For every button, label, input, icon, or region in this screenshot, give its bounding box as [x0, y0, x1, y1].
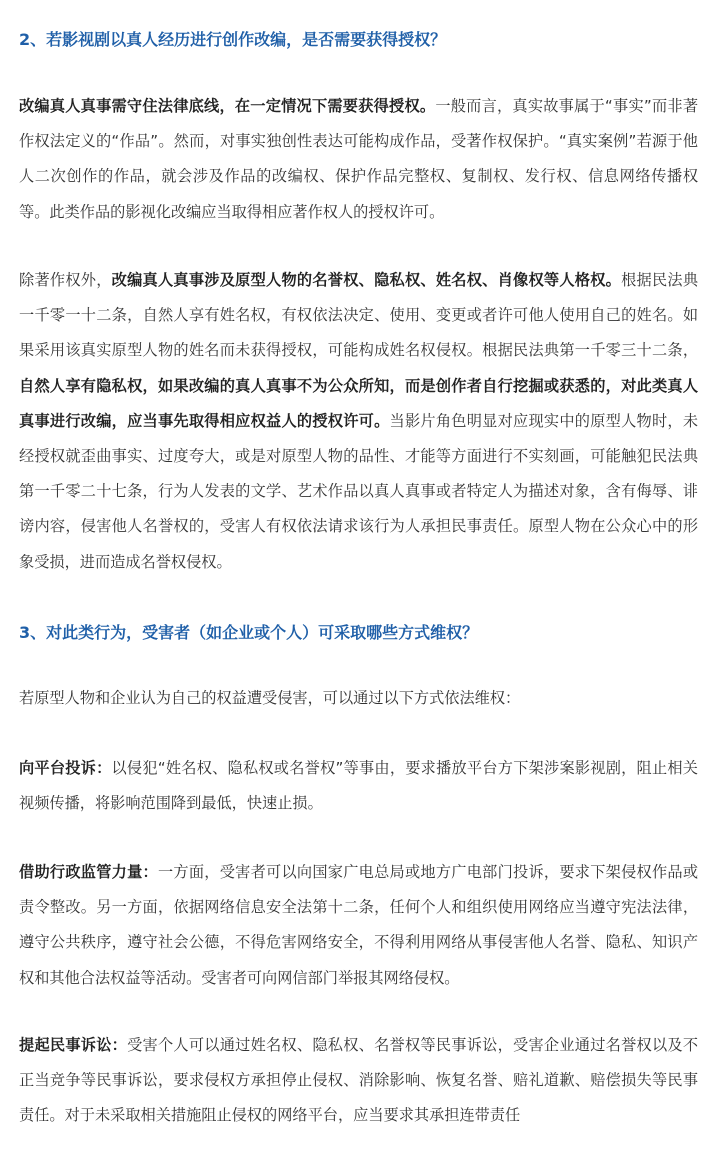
section-2-paragraph-2 — [19, 263, 698, 580]
remedy-text: 以侵犯“姓名权、隐私权或名誉权”等事由，要求播放平台方下架涉案影视剧，阻止相关视频传播，将影响范围降到最低，快速止损。 — [19, 759, 698, 813]
remedy-text: 一方面，受害者可以向国家广电总局或地方广电部门投诉，要求下架侵权作品或责令整改。另一方面，依据网络信息安全法第十二条，任何个人和组织使用网络应当遵守宪法法律，遵守公共秩序，遵守社会公德，不得危害网络安全，不得利用网络从事侵害他人名誉、隐私、知识产权和其他合法权益等活动。受害者可向网信部门举报其网络侵权。 — [19, 863, 698, 987]
remedy-label: 提起民事诉讼： — [19, 1036, 128, 1054]
section-2-heading: 2、若影视剧以真人经历进行创作改编，是否需要获得授权？ — [19, 30, 447, 49]
remedy-label: 借助行政监管力量： — [19, 863, 158, 881]
remedy-item-administrative — [19, 855, 698, 996]
section-2-p1-text: 一般而言，真实故事属于“事实”而非著作权法定义的“作品”。然而，对事实独创性表达可能构成作品，受著作权保护。“真实案例”若源于他人二次创作的作品，就会涉及作品的改编权、保护作品完整权、复制权、发行权、信息网络传播权等。此类作品的影视化改编应当取得相应著作权人的授权许可。 — [19, 97, 699, 221]
section-2-p2-text-3: 当影片角色明显对应现实中的原型人物时，未经授权就歪曲事实、过度夸大，或是对原型人物的品性、才能等方面进行不实刻画，可能触犯民法典第一千零二十七条，行为人发表的文学、艺术作品以真人真事或者特定人为描述对象，含有侮辱、诽谤内容，侵害他人名誉权的，受害人有权依法请求该行为人承担民事责任。原型人物在公众心中的形象受损，进而造成名誉权侵权。 — [19, 411, 698, 571]
remedy-text: 受害个人可以通过姓名权、隐私权、名誉权等民事诉讼，受害企业通过名誉权以及不正当竞争等民事诉讼，要求侵权方承担停止侵权、消除影响、恢复名誉、赔礼道歉、赔偿损失等民事责任。对于未采取相关措施阻止侵权的网络平台，应当要求其承担连带责任 — [19, 1036, 698, 1125]
section-2-p2-bold-2: 自然人享有隐私权，如果改编的真人真事不为公众所知，而是创作者自行挖掘或获悉的，对此类真人真事进行改编，应当事先取得相应权益人的授权许可。 — [19, 376, 698, 430]
remedy-label: 向平台投诉： — [19, 759, 112, 777]
remedy-item-platform-complaint — [19, 751, 698, 821]
section-2-paragraph-1 — [19, 89, 698, 230]
section-3-intro: 若原型人物和企业认为自己的权益遭受侵害，可以通过以下方式依法维权： — [19, 689, 521, 707]
remedy-item-civil-lawsuit — [19, 1028, 698, 1134]
section-2-p2-text-2: 根据民法典一千零一十二条，自然人享有姓名权，有权依法决定、使用、变更或者许可他人使用自己的姓名。如果采用该真实原型人物的姓名而未获得授权，可能构成姓名权侵权。根据民法典第一千零三十二条， — [19, 271, 698, 360]
section-2-p1-bold: 改编真人真事需守住法律底线，在一定情况下需要获得授权。 — [19, 97, 436, 115]
section-3-heading: 3、对此类行为，受害者（如企业或个人）可采取哪些方式维权？ — [19, 623, 479, 642]
section-2-p2-text-1: 除著作权外， — [19, 271, 112, 289]
section-2-p2-bold-1: 改编真人真事涉及原型人物的名誉权、隐私权、姓名权、肖像权等人格权。 — [111, 271, 622, 289]
